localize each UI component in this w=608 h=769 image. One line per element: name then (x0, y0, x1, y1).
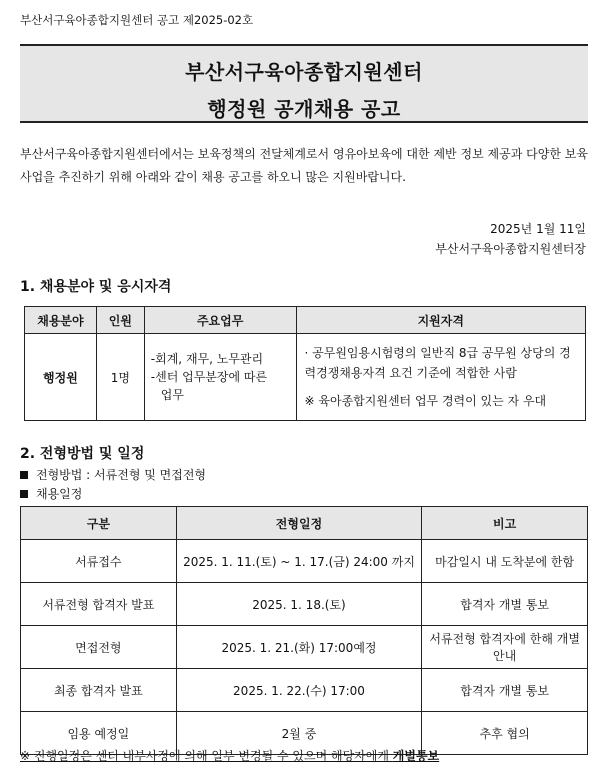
footnote (20, 747, 439, 764)
title-box (20, 44, 588, 123)
footnote-text: ※ 진행일정은 센터 내부사정에 의해 일부 변경될 수 있으며 해당자에게 (20, 749, 393, 763)
date-cell: 2025. 1. 22.(수) 17:00 (176, 669, 422, 712)
header-field: 채용분야 (25, 307, 97, 334)
header-schedule: 전형일정 (176, 507, 422, 540)
issuer: 부산서구육아종합지원센터장 (435, 242, 586, 256)
recruitment-row (25, 334, 586, 421)
square-bullet-icon (20, 490, 28, 498)
schedule-table (20, 506, 588, 755)
table-row (21, 583, 588, 626)
duty-line: -센터 업무분장에 따른 (150, 370, 268, 384)
qualification-text: · 공무원임용시험령의 일반직 8급 공무원 상당의 경력경쟁채용자격 요건 기준에 적합한 사람 (304, 346, 571, 380)
title-line-1: 부산서구육아종합지원센터 (185, 60, 423, 84)
note-cell: 서류전형 합격자에 한해 개별 안내 (422, 626, 588, 669)
table-row (21, 626, 588, 669)
duty-line: -회계, 재무, 노무관리 (150, 352, 264, 366)
date-cell: 2025. 1. 18.(토) (176, 583, 422, 626)
notice-number: 부산서구육아종합지원센터 공고 제2025-02호 (20, 13, 254, 27)
count-cell: 1명 (96, 334, 144, 421)
schedule-bullet (20, 485, 82, 502)
table-row (21, 669, 588, 712)
table-row (21, 540, 588, 583)
header-count: 인원 (96, 307, 144, 334)
stage-cell: 최종 합격자 발표 (21, 669, 177, 712)
method-text: 전형방법 : 서류전형 및 면접전형 (36, 468, 206, 482)
title-line-2: 행정원 공개채용 공고 (207, 97, 401, 121)
field-cell: 행정원 (25, 334, 97, 421)
note-cell: 합격자 개별 통보 (422, 583, 588, 626)
footnote-bold: 개별통보 (392, 749, 440, 763)
note-cell: 합격자 개별 통보 (422, 669, 588, 712)
header-stage: 구분 (21, 507, 177, 540)
schedule-label: 채용일정 (36, 487, 83, 501)
date-cell: 2025. 1. 21.(화) 17:00예정 (176, 626, 422, 669)
section-2-title: 2. 전형방법 및 일정 (20, 446, 145, 462)
schedule-header-row (21, 507, 588, 540)
section-1-title: 1. 채용분야 및 응시자격 (20, 279, 172, 295)
note-cell: 마감일시 내 도착분에 한함 (422, 540, 588, 583)
note-cell: 추후 협의 (422, 712, 588, 755)
recruitment-table (24, 306, 586, 421)
qualification-cell (296, 334, 585, 421)
duties-cell (144, 334, 296, 421)
preference-note: ※ 육아종합지원센터 업무 경력이 있는 자 우대 (304, 394, 547, 408)
header-note: 비고 (422, 507, 588, 540)
header-duties: 주요업무 (144, 307, 296, 334)
stage-cell: 임용 예정일 (21, 712, 177, 755)
announcement-date: 2025년 1월 11일 (490, 222, 586, 236)
duty-line: 업무 (160, 388, 184, 402)
stage-cell: 서류전형 합격자 발표 (21, 583, 177, 626)
method-bullet (20, 466, 206, 483)
date-cell: 2025. 1. 11.(토) ~ 1. 17.(금) 24:00 까지 (176, 540, 422, 583)
recruitment-header-row (25, 307, 586, 334)
stage-cell: 면접전형 (21, 626, 177, 669)
header-qualification: 지원자격 (296, 307, 585, 334)
date-cell: 2월 중 (176, 712, 422, 755)
stage-cell: 서류접수 (21, 540, 177, 583)
intro-paragraph: 부산서구육아종합지원센터에서는 보육정책의 전달체계로서 영유아보육에 대한 제반 정보 제공과 다양한 보육사업을 추진하기 위해 아래와 같이 채용 공고를 하오니 많은 지원바랍니다. (20, 147, 588, 184)
square-bullet-icon (20, 471, 28, 479)
